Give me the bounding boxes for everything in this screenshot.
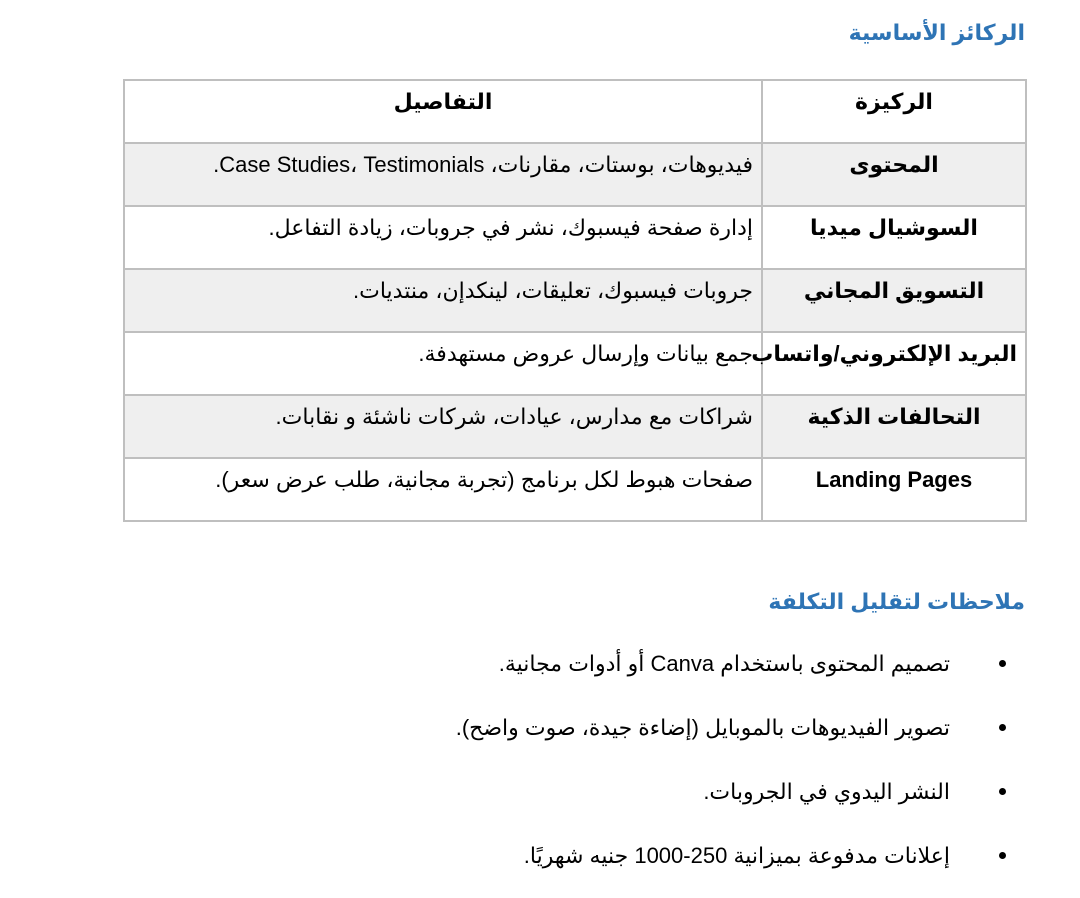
note-text: النشر اليدوي في الجروبات. xyxy=(703,779,950,804)
list-item xyxy=(456,642,950,706)
table-row xyxy=(124,395,1026,458)
table-row xyxy=(124,458,1026,521)
bullet-icon xyxy=(999,660,1006,667)
details-cell: جمع بيانات وإرسال عروض مستهدفة. xyxy=(124,332,762,395)
notes-heading: ملاحظات لتقليل التكلفة xyxy=(768,589,1025,614)
note-text: إعلانات مدفوعة بميزانية 250-1000 جنيه شهريًا. xyxy=(523,843,950,868)
pillar-cell: البريد الإلكتروني/واتساب xyxy=(762,332,1026,395)
details-cell: جروبات فيسبوك، تعليقات، لينكدإن، منتديات. xyxy=(124,269,762,332)
details-cell: صفحات هبوط لكل برنامج (تجربة مجانية، طلب عرض سعر). xyxy=(124,458,762,521)
bullet-icon xyxy=(999,852,1006,859)
pillar-cell: التسويق المجاني xyxy=(762,269,1026,332)
list-item xyxy=(456,706,950,770)
details-cell: فيديوهات، بوستات، مقارنات، Case Studies، Testimonials. xyxy=(124,143,762,206)
pillars-heading: الركائز الأساسية xyxy=(848,20,1025,45)
pillar-cell: Landing Pages xyxy=(762,458,1026,521)
table-row xyxy=(124,269,1026,332)
pillar-cell: المحتوى xyxy=(762,143,1026,206)
pillar-cell: السوشيال ميديا xyxy=(762,206,1026,269)
header-pillar: الركيزة xyxy=(762,80,1026,143)
table-header-row xyxy=(124,80,1026,143)
header-details: التفاصيل xyxy=(124,80,762,143)
table-row xyxy=(124,332,1026,395)
details-cell: إدارة صفحة فيسبوك، نشر في جروبات، زيادة التفاعل. xyxy=(124,206,762,269)
bullet-icon xyxy=(999,724,1006,731)
list-item xyxy=(456,770,950,834)
note-text: تصميم المحتوى باستخدام Canva أو أدوات مجانية. xyxy=(498,651,950,676)
pillars-table xyxy=(123,79,1027,522)
bullet-icon xyxy=(999,788,1006,795)
pillar-cell: التحالفات الذكية xyxy=(762,395,1026,458)
note-text: تصوير الفيديوهات بالموبايل (إضاءة جيدة، صوت واضح). xyxy=(455,715,950,740)
table-row xyxy=(124,206,1026,269)
notes-list xyxy=(456,642,950,898)
details-cell: شراكات مع مدارس، عيادات، شركات ناشئة و نقابات. xyxy=(124,395,762,458)
list-item xyxy=(456,834,950,898)
table-row xyxy=(124,143,1026,206)
